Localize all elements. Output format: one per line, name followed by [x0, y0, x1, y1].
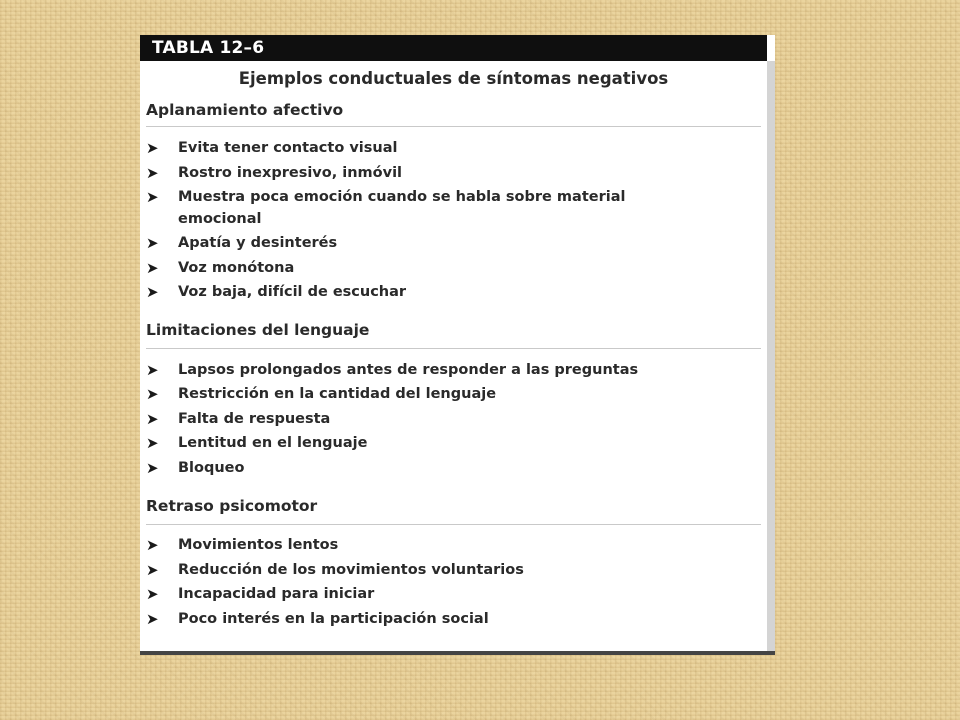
arrow-bullet-icon: ➤ [146, 561, 159, 579]
arrow-bullet-icon: ➤ [146, 139, 159, 157]
list-item [146, 162, 746, 184]
table-card [140, 35, 775, 655]
arrow-bullet-icon: ➤ [146, 610, 159, 628]
section-divider [146, 524, 761, 525]
list-item-text: Evita tener contacto visual [178, 140, 398, 156]
table-number-header: TABLA 12–6 [140, 35, 767, 61]
arrow-bullet-icon: ➤ [146, 385, 159, 403]
list-item [146, 186, 706, 230]
list-item-text: Poco interés en la participación social [178, 611, 489, 627]
section-title-limitaciones: Limitaciones del lenguaje [146, 321, 370, 339]
arrow-bullet-icon: ➤ [146, 536, 159, 554]
list-item [146, 432, 746, 454]
list-item-text: Incapacidad para iniciar [178, 586, 375, 602]
section-title-retraso: Retraso psicomotor [146, 497, 318, 515]
list-item [146, 281, 746, 303]
list-item-text: Lapsos prolongados antes de responder a las preguntas [178, 362, 639, 378]
list-item-text: Voz monótona [178, 260, 295, 276]
bottom-rule [140, 651, 775, 655]
list-item-text: Apatía y desinterés [178, 235, 338, 251]
arrow-bullet-icon: ➤ [146, 434, 159, 452]
list-item [146, 359, 746, 381]
list-item [146, 559, 746, 581]
list-item [146, 383, 746, 405]
list-item-text: Voz baja, difícil de escuchar [178, 284, 407, 300]
list-item-text: Reducción de los movimientos voluntarios [178, 562, 524, 578]
section-divider [146, 348, 761, 349]
arrow-bullet-icon: ➤ [146, 188, 159, 206]
list-item-text: Falta de respuesta [178, 411, 331, 427]
list-item [146, 257, 746, 279]
list-item-text: Movimientos lentos [178, 537, 339, 553]
arrow-bullet-icon: ➤ [146, 259, 159, 277]
arrow-bullet-icon: ➤ [146, 283, 159, 301]
arrow-bullet-icon: ➤ [146, 234, 159, 252]
arrow-bullet-icon: ➤ [146, 164, 159, 182]
list-item-text: Rostro inexpresivo, inmóvil [178, 165, 403, 181]
list-item-text: Muestra poca emoción cuando se habla sobre material emocional [178, 189, 626, 227]
list-item-text: Bloqueo [178, 460, 245, 476]
list-item [146, 408, 746, 430]
right-rule [767, 61, 775, 655]
list-item [146, 457, 746, 479]
section-title-aplanamiento: Aplanamiento afectivo [146, 101, 344, 119]
list-item [146, 232, 746, 254]
table-title: Ejemplos conductuales de síntomas negativos [238, 69, 669, 88]
arrow-bullet-icon: ➤ [146, 459, 159, 477]
arrow-bullet-icon: ➤ [146, 361, 159, 379]
section-divider [146, 126, 761, 127]
list-item-text: Lentitud en el lenguaje [178, 435, 368, 451]
list-item [146, 608, 746, 630]
list-item [146, 137, 746, 159]
list-item [146, 583, 746, 605]
arrow-bullet-icon: ➤ [146, 585, 159, 603]
list-item-text: Restricción en la cantidad del lenguaje [178, 386, 497, 402]
arrow-bullet-icon: ➤ [146, 410, 159, 428]
list-item [146, 534, 746, 556]
